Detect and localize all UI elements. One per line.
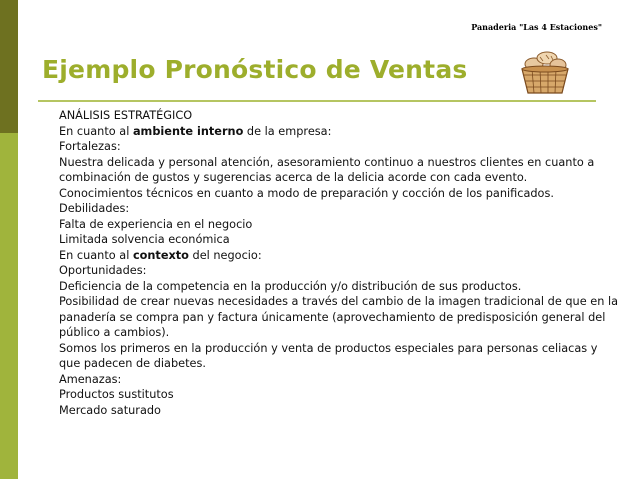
left-accent-bar	[0, 0, 18, 479]
ambiente-bold: ambiente interno	[132, 124, 244, 138]
amenazas-label: Amenazas:	[59, 372, 122, 386]
bread-basket-icon	[516, 47, 574, 97]
oportunidad-item: Somos los primeros en la producción y venta de productos especiales para personas celiacas y que padecen de diabetes.	[59, 341, 598, 370]
debilidad-item: Falta de experiencia en el negocio	[59, 217, 253, 231]
ambiente-line	[59, 124, 619, 140]
contexto-bold: contexto	[132, 248, 189, 262]
slide-content	[59, 108, 619, 418]
contexto-pre: En cuanto al	[59, 248, 133, 262]
slide-title: Ejemplo Pronóstico de Ventas	[42, 55, 468, 84]
analisis-heading: ANÁLISIS ESTRATÉGICO	[59, 109, 193, 122]
contexto-line	[59, 248, 619, 264]
left-accent-bar-dark	[0, 0, 18, 133]
fortaleza-item: Conocimientos técnicos en cuanto a modo de preparación y cocción de los panificados.	[59, 186, 554, 200]
fortalezas-label: Fortalezas:	[59, 140, 121, 153]
fortaleza-item: Nuestra delicada y personal atención, asesoramiento continuo a nuestros clientes en cuanto a combinación de gustos y sugerencias acerca de la delicia acorde con cada evento.	[59, 155, 595, 184]
debilidad-item: Limitada solvencia económica	[59, 233, 230, 246]
amenaza-item: Mercado saturado	[59, 403, 161, 417]
ambiente-post: de la empresa:	[243, 124, 332, 138]
oportunidad-item: Posibilidad de crear nuevas necesidades a través del cambio de la imagen tradicional de que en la panadería se compra pan y factura únicamente (aprovechamiento de predisposición general del público a cambios).	[59, 295, 619, 339]
debilidades-label: Debilidades:	[59, 202, 130, 215]
ambiente-pre: En cuanto al	[59, 124, 133, 138]
oportunidades-label: Oportunidades:	[59, 264, 147, 277]
title-divider	[38, 100, 596, 102]
contexto-post: del negocio:	[188, 248, 262, 262]
header-note: Panaderia "Las 4 Estaciones"	[471, 22, 602, 32]
amenaza-item: Productos sustitutos	[59, 388, 174, 401]
oportunidad-item: Deficiencia de la competencia en la producción y/o distribución de sus productos.	[59, 279, 522, 293]
